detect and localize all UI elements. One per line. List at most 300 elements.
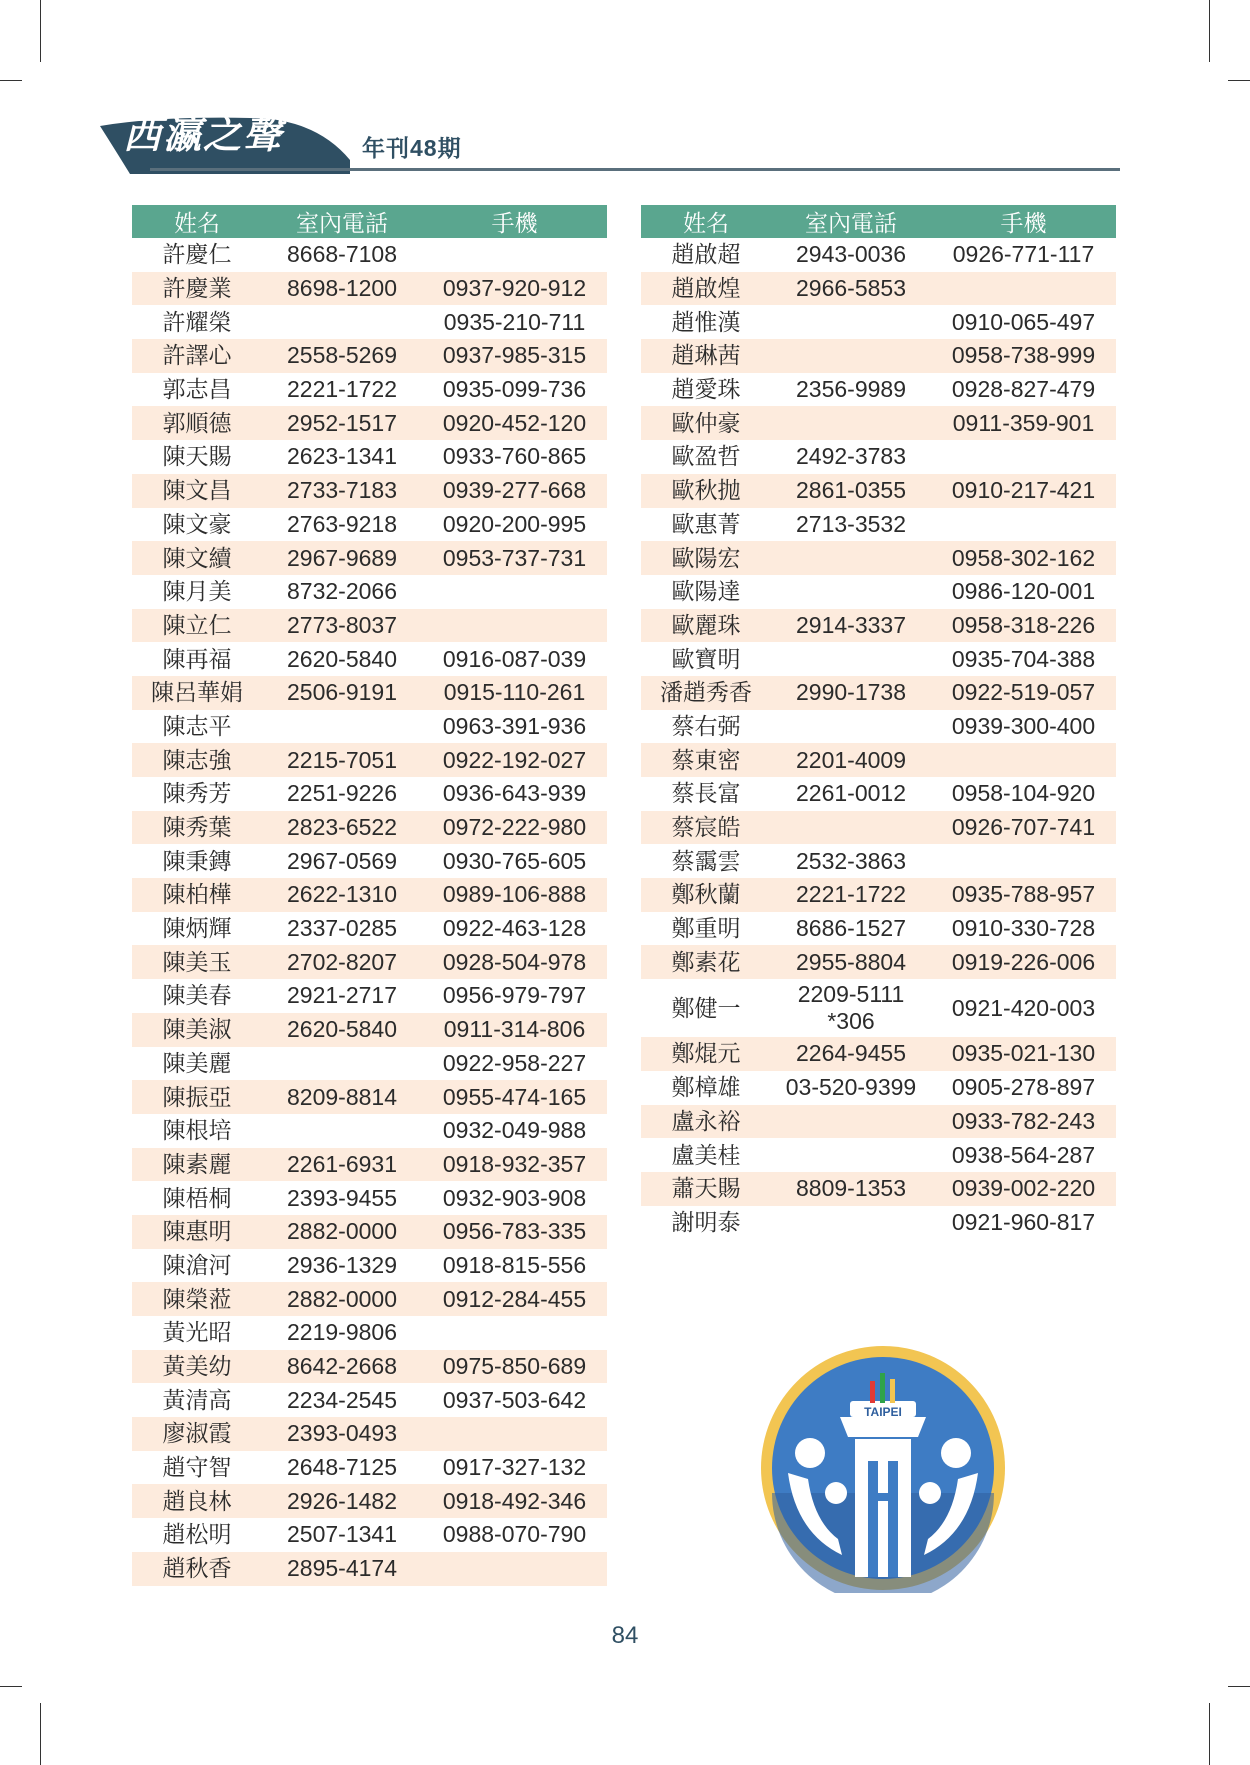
table-row (132, 743, 607, 777)
table-row (641, 508, 1116, 542)
mobile-cell: 0920-452-120 (422, 406, 607, 440)
name-cell: 歐陽達 (641, 575, 771, 609)
tel-cell (771, 1138, 931, 1172)
table-row (641, 1138, 1116, 1172)
tel-cell: 2882-0000 (262, 1215, 422, 1249)
tel-cell (771, 1105, 931, 1139)
tel-cell: 2966-5853 (771, 272, 931, 306)
tel-cell: 2861-0355 (771, 474, 931, 508)
tel-cell: 2623-1341 (262, 440, 422, 474)
tel-cell: 2337-0285 (262, 912, 422, 946)
table-header-row (641, 205, 1116, 238)
table-row (641, 878, 1116, 912)
directory-table-right (641, 205, 1116, 1239)
table-row (132, 1080, 607, 1114)
name-cell: 鄭焜元 (641, 1037, 771, 1071)
tel-cell: 8668-7108 (262, 238, 422, 272)
table-row (641, 339, 1116, 373)
tel-cell: 2773-8037 (262, 609, 422, 643)
tel-cell: 2921-2717 (262, 979, 422, 1013)
table-row (132, 1383, 607, 1417)
mobile-cell: 0920-200-995 (422, 508, 607, 542)
mobile-cell: 0972-222-980 (422, 811, 607, 845)
mobile-cell: 0939-300-400 (931, 710, 1116, 744)
name-cell: 陳美淑 (132, 1013, 262, 1047)
tel-cell: 2506-9191 (262, 676, 422, 710)
mobile-cell (422, 575, 607, 609)
mobile-cell: 0986-120-001 (931, 575, 1116, 609)
name-cell: 陳梧桐 (132, 1181, 262, 1215)
mobile-cell: 0988-070-790 (422, 1518, 607, 1552)
table-row (132, 676, 607, 710)
mobile-cell: 0956-979-797 (422, 979, 607, 1013)
mobile-cell: 0937-503-642 (422, 1383, 607, 1417)
tel-cell: 2952-1517 (262, 406, 422, 440)
tel-cell: 2201-4009 (771, 743, 931, 777)
table-row (132, 1047, 607, 1081)
name-cell: 趙惟漢 (641, 305, 771, 339)
table-row (132, 1518, 607, 1552)
name-cell: 陳文昌 (132, 474, 262, 508)
mobile-cell: 0975-850-689 (422, 1350, 607, 1384)
name-cell: 蔡東密 (641, 743, 771, 777)
table-row (641, 474, 1116, 508)
table-row (641, 979, 1116, 1037)
mobile-cell: 0935-210-711 (422, 305, 607, 339)
mobile-cell: 0926-707-741 (931, 811, 1116, 845)
tel-cell (771, 575, 931, 609)
header-rule (150, 168, 1120, 171)
mobile-cell: 0911-314-806 (422, 1013, 607, 1047)
mobile-cell: 0937-920-912 (422, 272, 607, 306)
table-row (132, 575, 607, 609)
name-cell: 陳振亞 (132, 1080, 262, 1114)
mobile-cell: 0935-099-736 (422, 373, 607, 407)
table-row (641, 844, 1116, 878)
table-row (132, 474, 607, 508)
tel-cell: 2936-1329 (262, 1249, 422, 1283)
mobile-cell: 0958-302-162 (931, 541, 1116, 575)
tel-cell: 2955-8804 (771, 945, 931, 979)
mobile-cell: 0933-782-243 (931, 1105, 1116, 1139)
mobile-cell: 0933-760-865 (422, 440, 607, 474)
tel-cell: 2967-9689 (262, 541, 422, 575)
name-cell: 歐寶明 (641, 642, 771, 676)
column-header-tel: 室內電話 (771, 205, 931, 238)
name-cell: 陳月美 (132, 575, 262, 609)
tel-cell (771, 339, 931, 373)
table-row (641, 676, 1116, 710)
table-row (132, 979, 607, 1013)
mobile-cell: 0928-827-479 (931, 373, 1116, 407)
tel-cell: 2895-4174 (262, 1552, 422, 1586)
name-cell: 陳呂華娟 (132, 676, 262, 710)
name-cell: 趙愛珠 (641, 373, 771, 407)
mobile-cell (931, 743, 1116, 777)
mobile-cell: 0905-278-897 (931, 1071, 1116, 1105)
name-cell: 歐陽宏 (641, 541, 771, 575)
mobile-cell: 0921-420-003 (931, 979, 1116, 1037)
mobile-cell: 0922-463-128 (422, 912, 607, 946)
directory-table-left (132, 205, 607, 1586)
table-row (641, 305, 1116, 339)
tel-cell: 2967-0569 (262, 844, 422, 878)
tel-cell: 8209-8814 (262, 1080, 422, 1114)
mobile-cell: 0915-110-261 (422, 676, 607, 710)
name-cell: 陳文續 (132, 541, 262, 575)
mobile-cell: 0910-330-728 (931, 912, 1116, 946)
name-cell: 鄭重明 (641, 912, 771, 946)
tel-cell (771, 642, 931, 676)
emblem-label: TAIPEI (864, 1405, 902, 1419)
name-cell: 陳秀葉 (132, 811, 262, 845)
tel-cell: 2492-3783 (771, 440, 931, 474)
tel-cell: 8732-2066 (262, 575, 422, 609)
tel-cell: 2622-1310 (262, 878, 422, 912)
page-number: 84 (611, 1622, 639, 1649)
table-row (641, 1071, 1116, 1105)
tel-cell: 2648-7125 (262, 1451, 422, 1485)
tel-cell (262, 710, 422, 744)
name-cell: 黃美幼 (132, 1350, 262, 1384)
name-cell: 鄭樟雄 (641, 1071, 771, 1105)
mobile-cell: 0955-474-165 (422, 1080, 607, 1114)
name-cell: 蔡靄雲 (641, 844, 771, 878)
table-header-row (132, 205, 607, 238)
name-cell: 潘趙秀香 (641, 676, 771, 710)
mobile-cell: 0922-192-027 (422, 743, 607, 777)
name-cell: 陳素麗 (132, 1148, 262, 1182)
crop-mark (0, 80, 22, 81)
name-cell: 黃清高 (132, 1383, 262, 1417)
name-cell: 陳立仁 (132, 609, 262, 643)
name-cell: 許耀榮 (132, 305, 262, 339)
name-cell: 陳志強 (132, 743, 262, 777)
crop-mark (1209, 0, 1210, 62)
table-row (641, 777, 1116, 811)
tel-cell: 2990-1738 (771, 676, 931, 710)
tel-cell (771, 541, 931, 575)
mobile-cell: 0912-284-455 (422, 1282, 607, 1316)
name-cell: 郭順德 (132, 406, 262, 440)
name-cell: 許慶仁 (132, 238, 262, 272)
name-cell: 陳根培 (132, 1114, 262, 1148)
name-cell: 盧美桂 (641, 1138, 771, 1172)
table-row (132, 1484, 607, 1518)
table-row (132, 508, 607, 542)
table-row (641, 272, 1116, 306)
mobile-cell (931, 272, 1116, 306)
tel-cell: 8642-2668 (262, 1350, 422, 1384)
name-cell: 許譯心 (132, 339, 262, 373)
name-cell: 蕭天賜 (641, 1172, 771, 1206)
mobile-cell (422, 238, 607, 272)
table-row (132, 440, 607, 474)
name-cell: 歐惠菁 (641, 508, 771, 542)
mobile-cell: 0910-065-497 (931, 305, 1116, 339)
tel-cell (771, 979, 931, 1037)
table-row (132, 373, 607, 407)
column-header-tel: 室內電話 (262, 205, 422, 238)
tel-cell: 8809-1353 (771, 1172, 931, 1206)
mobile-cell (931, 508, 1116, 542)
mobile-cell: 0935-021-130 (931, 1037, 1116, 1071)
table-row (132, 1013, 607, 1047)
mobile-cell: 0938-564-287 (931, 1138, 1116, 1172)
column-header-mobile: 手機 (931, 205, 1116, 238)
tel-cell (262, 1047, 422, 1081)
table-row (132, 1451, 607, 1485)
table-row (641, 373, 1116, 407)
table-row (641, 945, 1116, 979)
mobile-cell: 0935-704-388 (931, 642, 1116, 676)
name-cell: 趙守智 (132, 1451, 262, 1485)
table-row (132, 1181, 607, 1215)
tel-cell (771, 811, 931, 845)
name-cell: 陳志平 (132, 710, 262, 744)
tel-cell: 2507-1341 (262, 1518, 422, 1552)
name-cell: 蔡宸皓 (641, 811, 771, 845)
mobile-cell: 0918-492-346 (422, 1484, 607, 1518)
table-row (132, 339, 607, 373)
name-cell: 歐麗珠 (641, 609, 771, 643)
column-header-name: 姓名 (641, 205, 771, 238)
table-row (641, 440, 1116, 474)
tel-cell: 2261-6931 (262, 1148, 422, 1182)
name-cell: 鄭素花 (641, 945, 771, 979)
tel-cell: 2393-0493 (262, 1417, 422, 1451)
mobile-cell (422, 1552, 607, 1586)
tel-number: 2209-5111 (797, 981, 905, 1008)
name-cell: 郭志昌 (132, 373, 262, 407)
tel-cell: 8698-1200 (262, 272, 422, 306)
crop-mark (1209, 1703, 1210, 1765)
table-row (641, 609, 1116, 643)
mobile-cell: 0918-932-357 (422, 1148, 607, 1182)
name-cell: 陳秀芳 (132, 777, 262, 811)
mobile-cell: 0930-765-605 (422, 844, 607, 878)
table-row (132, 912, 607, 946)
tel-cell: 2356-9989 (771, 373, 931, 407)
table-row (132, 541, 607, 575)
table-row (641, 541, 1116, 575)
mobile-cell: 0958-318-226 (931, 609, 1116, 643)
mobile-cell (422, 609, 607, 643)
name-cell: 陳柏樺 (132, 878, 262, 912)
tel-cell: 2234-2545 (262, 1383, 422, 1417)
name-cell: 趙松明 (132, 1518, 262, 1552)
name-cell: 趙琳茜 (641, 339, 771, 373)
table-row (132, 1249, 607, 1283)
mobile-cell: 0932-903-908 (422, 1181, 607, 1215)
mobile-cell (931, 844, 1116, 878)
mobile-cell: 0919-226-006 (931, 945, 1116, 979)
name-cell: 陳文豪 (132, 508, 262, 542)
mobile-cell: 0936-643-939 (422, 777, 607, 811)
tel-cell: 2558-5269 (262, 339, 422, 373)
taipei-emblem-icon (758, 1343, 1008, 1593)
tel-cell: 2620-5840 (262, 1013, 422, 1047)
tel-cell: 2763-9218 (262, 508, 422, 542)
tel-cell: 2261-0012 (771, 777, 931, 811)
mobile-cell: 0939-002-220 (931, 1172, 1116, 1206)
name-cell: 陳滄河 (132, 1249, 262, 1283)
mobile-cell: 0953-737-731 (422, 541, 607, 575)
mobile-cell: 0932-049-988 (422, 1114, 607, 1148)
tel-cell: 2926-1482 (262, 1484, 422, 1518)
tel-cell: 2221-1722 (262, 373, 422, 407)
mobile-cell: 0910-217-421 (931, 474, 1116, 508)
tel-cell: 8686-1527 (771, 912, 931, 946)
table-row (132, 305, 607, 339)
name-cell: 趙啟超 (641, 238, 771, 272)
column-header-name: 姓名 (132, 205, 262, 238)
tel-cell: 2620-5840 (262, 642, 422, 676)
name-cell: 歐盈哲 (641, 440, 771, 474)
tel-cell: 2221-1722 (771, 878, 931, 912)
crop-mark (1228, 80, 1250, 81)
tel-cell (262, 305, 422, 339)
table-row (132, 238, 607, 272)
mobile-cell: 0989-106-888 (422, 878, 607, 912)
table-row (132, 1215, 607, 1249)
tel-cell: 2702-8207 (262, 945, 422, 979)
tel-cell (771, 305, 931, 339)
table-row (641, 575, 1116, 609)
crop-mark (40, 1703, 41, 1765)
mobile-cell: 0939-277-668 (422, 474, 607, 508)
tel-cell: 2733-7183 (262, 474, 422, 508)
tel-cell (771, 1206, 931, 1240)
name-cell: 歐仲豪 (641, 406, 771, 440)
table-row (132, 811, 607, 845)
table-row (132, 1316, 607, 1350)
table-row (641, 811, 1116, 845)
name-cell: 許慶業 (132, 272, 262, 306)
table-row (132, 1417, 607, 1451)
mobile-cell (422, 1316, 607, 1350)
mobile-cell: 0958-738-999 (931, 339, 1116, 373)
name-cell: 趙良林 (132, 1484, 262, 1518)
table-row (641, 1105, 1116, 1139)
table-row (132, 1552, 607, 1586)
crop-mark (40, 0, 41, 62)
name-cell: 鄭秋蘭 (641, 878, 771, 912)
name-cell: 蔡右弼 (641, 710, 771, 744)
table-row (132, 844, 607, 878)
tel-cell: 03-520-9399 (771, 1071, 931, 1105)
name-cell: 鄭健一 (641, 979, 771, 1037)
mobile-cell (931, 440, 1116, 474)
table-row (132, 609, 607, 643)
name-cell: 陳炳輝 (132, 912, 262, 946)
name-cell: 陳美麗 (132, 1047, 262, 1081)
mobile-cell (422, 1417, 607, 1451)
tel-cell: 2393-9455 (262, 1181, 422, 1215)
table-row (132, 1282, 607, 1316)
name-cell: 趙啟煌 (641, 272, 771, 306)
table-row (132, 642, 607, 676)
table-row (132, 272, 607, 306)
name-cell: 陳天賜 (132, 440, 262, 474)
tel-cell: 2943-0036 (771, 238, 931, 272)
table-row (132, 1148, 607, 1182)
tel-cell: 2264-9455 (771, 1037, 931, 1071)
table-row (641, 1172, 1116, 1206)
tel-extension: *306 (827, 1008, 875, 1035)
mobile-cell: 0911-359-901 (931, 406, 1116, 440)
tel-cell: 2823-6522 (262, 811, 422, 845)
name-cell: 盧永裕 (641, 1105, 771, 1139)
name-cell: 趙秋香 (132, 1552, 262, 1586)
tel-cell (771, 710, 931, 744)
mobile-cell: 0958-104-920 (931, 777, 1116, 811)
table-row (641, 1037, 1116, 1071)
table-row (641, 912, 1116, 946)
column-header-mobile: 手機 (422, 205, 607, 238)
mobile-cell: 0918-815-556 (422, 1249, 607, 1283)
tel-cell: 2219-9806 (262, 1316, 422, 1350)
issue-label: 年刊48期 (362, 135, 462, 161)
tel-cell (262, 1114, 422, 1148)
name-cell: 陳再福 (132, 642, 262, 676)
mobile-cell: 0916-087-039 (422, 642, 607, 676)
name-cell: 陳惠明 (132, 1215, 262, 1249)
tel-cell: 2532-3863 (771, 844, 931, 878)
name-cell: 謝明泰 (641, 1206, 771, 1240)
table-row (132, 710, 607, 744)
mobile-cell: 0917-327-132 (422, 1451, 607, 1485)
table-row (641, 1206, 1116, 1240)
name-cell: 陳榮蒞 (132, 1282, 262, 1316)
table-row (641, 710, 1116, 744)
tel-cell: 2914-3337 (771, 609, 931, 643)
name-cell: 黃光昭 (132, 1316, 262, 1350)
tel-cell: 2713-3532 (771, 508, 931, 542)
crop-mark (1228, 1686, 1250, 1687)
table-row (641, 238, 1116, 272)
table-row (641, 642, 1116, 676)
table-row (132, 1114, 607, 1148)
crop-mark (0, 1686, 22, 1687)
tel-cell: 2882-0000 (262, 1282, 422, 1316)
mobile-cell: 0963-391-936 (422, 710, 607, 744)
mobile-cell: 0937-985-315 (422, 339, 607, 373)
mobile-cell: 0922-519-057 (931, 676, 1116, 710)
mobile-cell: 0921-960-817 (931, 1206, 1116, 1240)
table-row (132, 1350, 607, 1384)
table-row (641, 406, 1116, 440)
tel-cell (771, 406, 931, 440)
publication-title: 西瀛之聲 (123, 112, 284, 157)
table-row (641, 743, 1116, 777)
mobile-cell: 0922-958-227 (422, 1047, 607, 1081)
name-cell: 陳秉鏄 (132, 844, 262, 878)
name-cell: 廖淑霞 (132, 1417, 262, 1451)
name-cell: 陳美春 (132, 979, 262, 1013)
table-row (132, 878, 607, 912)
mobile-cell: 0926-771-117 (931, 238, 1116, 272)
mobile-cell: 0956-783-335 (422, 1215, 607, 1249)
table-row (132, 406, 607, 440)
tel-cell: 2215-7051 (262, 743, 422, 777)
table-row (132, 777, 607, 811)
mobile-cell: 0928-504-978 (422, 945, 607, 979)
table-row (132, 945, 607, 979)
mobile-cell: 0935-788-957 (931, 878, 1116, 912)
name-cell: 歐秋抛 (641, 474, 771, 508)
tel-cell: 2251-9226 (262, 777, 422, 811)
